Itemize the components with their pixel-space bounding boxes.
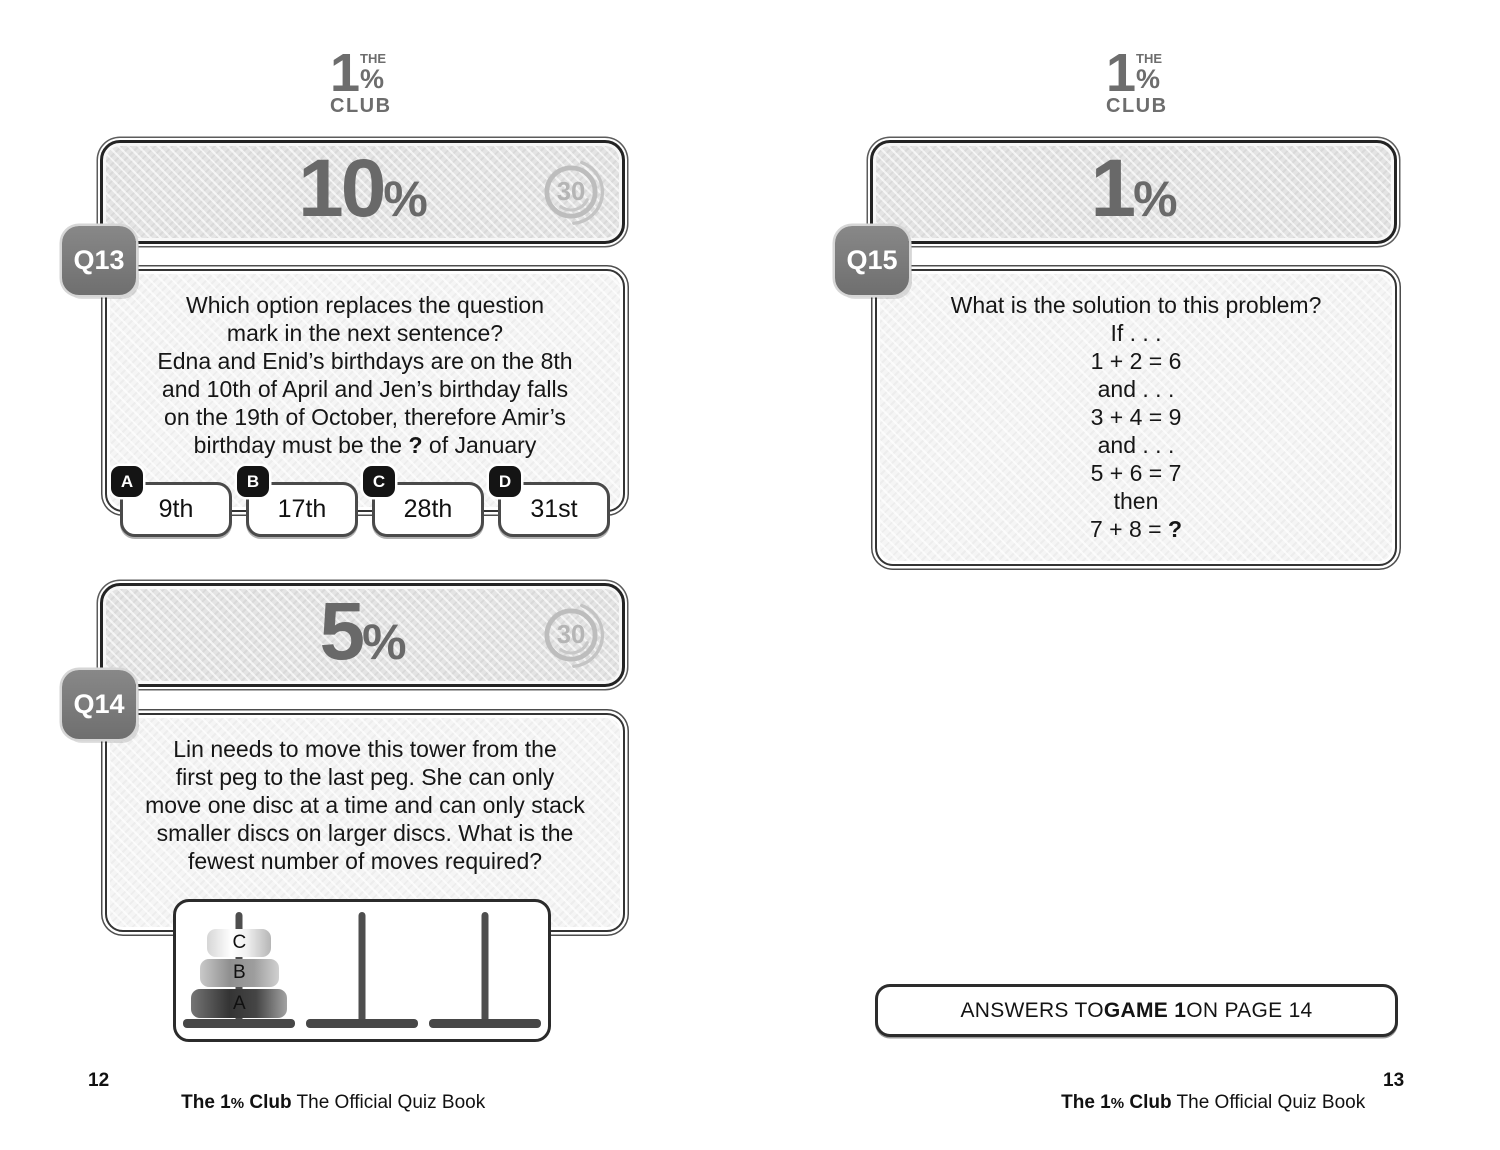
difficulty-value: 5: [319, 586, 363, 678]
emphasized-text: GAME 1: [1103, 998, 1187, 1022]
question-text-line: [107, 403, 623, 431]
question-text-line: [107, 791, 623, 819]
answers-note: [875, 984, 1398, 1037]
option-letter-badge: B: [237, 466, 269, 497]
logo-club: CLUB: [330, 95, 392, 118]
footer-percent: %: [230, 1095, 245, 1112]
text-segment: smaller discs on larger discs. What is the: [156, 820, 574, 846]
question-text-line: [107, 291, 623, 319]
logo-one: 1: [1106, 43, 1134, 103]
option-letter-badge: D: [489, 466, 521, 497]
text-segment: ON PAGE 14: [1186, 998, 1313, 1022]
peg-base: [429, 1019, 541, 1028]
question-text-line: [877, 515, 1395, 543]
hanoi-disc-a: A: [191, 989, 287, 1018]
logo-one: 1: [330, 43, 358, 103]
difficulty-banner-q15: [870, 140, 1397, 244]
timer-icon: [532, 596, 610, 674]
hanoi-illustration: [173, 899, 551, 1042]
text-segment: 5 + 6 = 7: [1090, 460, 1182, 486]
logo-club: CLUB: [1106, 95, 1168, 118]
text-segment: Lin needs to move this tower from the: [173, 736, 557, 762]
hanoi-peg-1: [178, 902, 301, 1039]
peg-pole: [359, 912, 366, 1022]
timer-icon: [532, 153, 610, 231]
option-letter-badge: A: [111, 466, 143, 497]
question-text-line: [107, 847, 623, 875]
question-text-line: [877, 431, 1395, 459]
peg-pole: [481, 912, 488, 1022]
emphasized-text: ?: [1167, 516, 1183, 542]
answer-options-row: [107, 471, 623, 537]
answer-option-c: [372, 471, 484, 537]
hanoi-peg-3: [423, 902, 546, 1039]
question-text-line: [877, 375, 1395, 403]
question-text-line: [107, 375, 623, 403]
page-number: 13: [1383, 1070, 1405, 1091]
question-text-line: [107, 735, 623, 763]
footer-brand: The 1: [1061, 1092, 1111, 1113]
text-segment: fewest number of moves required?: [187, 848, 543, 874]
difficulty-value: 1: [1090, 143, 1134, 235]
option-value: 9th: [158, 495, 194, 523]
footer-brand: Club: [244, 1092, 292, 1113]
option-value: 28th: [403, 495, 453, 523]
emphasized-text: ?: [408, 432, 423, 458]
text-segment: move one disc at a time and can only stack: [145, 792, 585, 818]
question-text: [877, 271, 1395, 543]
text-segment: birthday must be the: [193, 432, 409, 458]
timer-seconds: 30: [556, 621, 586, 650]
difficulty-percent-sign: %: [1133, 171, 1177, 228]
text-segment: If . . .: [1110, 320, 1162, 346]
text-segment: 7 + 8 =: [1089, 516, 1168, 542]
answer-option-b: [246, 471, 358, 537]
question-card-q14: [105, 713, 625, 1014]
question-text-line: [877, 347, 1395, 375]
text-segment: first peg to the last peg. She can only: [175, 764, 555, 790]
peg-base: [183, 1019, 295, 1028]
text-segment: on the 19th of October, therefore Amir’s: [164, 404, 566, 430]
disc-stack: [191, 929, 287, 1018]
footer-brand: Club: [1124, 1092, 1172, 1113]
question-text-line: [877, 487, 1395, 515]
question-text-line: [877, 403, 1395, 431]
text-segment: then: [1113, 488, 1159, 514]
logo-the: THE: [360, 51, 387, 66]
text-segment: What is the solution to this problem?: [950, 292, 1322, 318]
difficulty-banner-q14: [100, 583, 625, 687]
page-number: 12: [88, 1070, 110, 1091]
peg-base: [306, 1019, 418, 1028]
logo-the: THE: [1136, 51, 1163, 66]
text-segment: Which option replaces the question: [186, 292, 544, 318]
question-badge-q15: Q15: [835, 226, 909, 295]
text-segment: and 10th of April and Jen’s birthday falls: [161, 376, 569, 402]
question-text-line: [107, 763, 623, 791]
question-text-line: [877, 291, 1395, 319]
hanoi-peg-2: [301, 902, 424, 1039]
text-segment: mark in the next sentence?: [226, 320, 504, 346]
hanoi-disc-c: C: [207, 929, 271, 957]
question-badge-q13: Q13: [62, 226, 136, 295]
one-percent-club-logo: [1106, 43, 1168, 118]
text-segment: ANSWERS TO: [960, 998, 1104, 1022]
question-text-line: [877, 319, 1395, 347]
difficulty-value: 10: [298, 143, 384, 235]
difficulty-percent-sign: %: [362, 614, 406, 671]
text-segment: 1 + 2 = 6: [1090, 348, 1182, 374]
option-value: 17th: [277, 495, 327, 523]
footer-percent: %: [1110, 1095, 1125, 1112]
book-title-footer: [160, 1070, 485, 1136]
text-segment: and . . .: [1097, 432, 1175, 458]
hanoi-disc-b: B: [200, 959, 279, 987]
difficulty-banner-q13: [100, 140, 625, 244]
footer-subtitle: The Official Quiz Book: [1171, 1092, 1366, 1113]
question-text-line: [877, 459, 1395, 487]
question-text: [107, 271, 623, 459]
footer-subtitle: The Official Quiz Book: [291, 1092, 486, 1113]
question-text-line: [107, 347, 623, 375]
text-segment: Edna and Enid’s birthdays are on the 8th: [157, 348, 573, 374]
difficulty-percent-sign: %: [383, 171, 427, 228]
text-segment: and . . .: [1097, 376, 1175, 402]
question-text-line: [107, 819, 623, 847]
question-badge-q14: Q14: [62, 670, 136, 739]
logo-percent: %: [360, 64, 385, 94]
option-letter-badge: C: [363, 466, 395, 497]
difficulty-label: [873, 142, 1394, 236]
answer-option-a: [120, 471, 232, 537]
question-text: [107, 715, 623, 875]
question-text-line: [107, 431, 623, 459]
book-title-footer: [1040, 1070, 1365, 1136]
question-card-q13: [105, 269, 625, 523]
option-value: 31st: [530, 495, 578, 523]
text-segment: of January: [422, 432, 537, 458]
text-segment: 3 + 4 = 9: [1090, 404, 1182, 430]
timer-seconds: 30: [556, 178, 586, 207]
one-percent-club-logo: [330, 43, 392, 118]
question-card-q15: [875, 269, 1397, 566]
question-text-line: [107, 319, 623, 347]
answer-option-d: [498, 471, 610, 537]
logo-percent: %: [1136, 64, 1161, 94]
footer-brand: The 1: [181, 1092, 231, 1113]
